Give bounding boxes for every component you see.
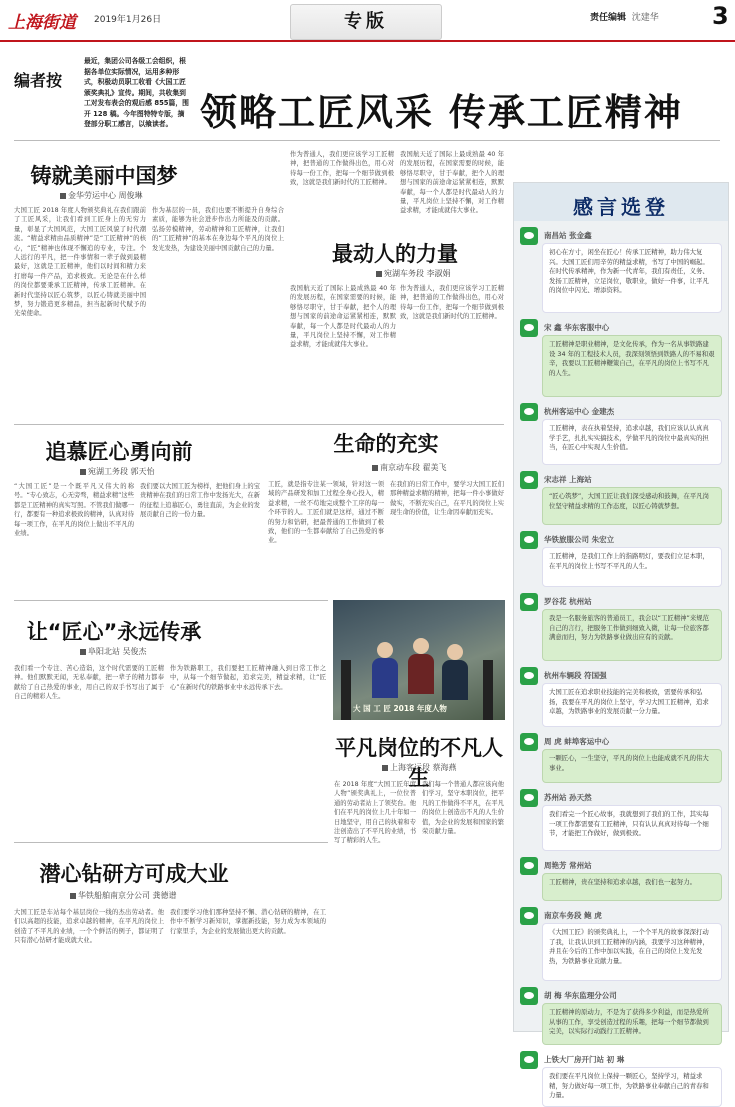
- wechat-avatar-icon: [520, 403, 538, 421]
- article-title: 生命的充实: [333, 432, 439, 456]
- testimonial-bubble: 我们看完一个匠心故事，我就想到了我们的工作，其实每一项工作都需要有工匠精神，只有认认真真对待每一个细节，才能把工作做好，做到极致。: [542, 805, 722, 851]
- testimonial-bubble: 初心在方寸，闲坐在匠心！传承工匠精神，助力伟大复兴。大国工匠们用辛劳的精益求精，书写了中国的崛起。在时代传承精神，作为新一代青年，我们有责任，义务、发扬工匠精神，立足岗位，敬职业，做好一件事，让平凡的岗位中闪光、增添资料。: [542, 243, 722, 313]
- wechat-avatar-icon: [520, 667, 538, 685]
- page-number: 3: [712, 2, 729, 30]
- testimonials-sidebar: [513, 182, 729, 1100]
- article-body: 大国工匠是车站每个基层岗位一线的杰出劳动者。他们以高超的技能，追求卓越的精神，在平凡的岗位上创造了不平凡的业绩，一个个鲜活的例子，都证明了只有潜心钻研才能成就大业。: [14, 909, 164, 945]
- wechat-avatar-icon: [520, 593, 538, 611]
- header-rule: [0, 40, 735, 42]
- article-body: 在 2018 年度“大国工匠年度人物”颁奖典礼上，一位位普通的劳动者站上了领奖台。他们在平凡的岗位上几十年如一日地坚守，用自己的执着和专注创造出了不平凡的业绩，书写了精彩的人生。: [334, 781, 416, 845]
- wechat-avatar-icon: [520, 857, 538, 875]
- wechat-avatar-icon: [520, 1051, 538, 1069]
- testimonial-bubble: 《大国工匠》的颁奖典礼上，一个个平凡的故事深深打动了我，让我认识到工匠精神的内涵，我要学习这种精神，并且在今后的工作中加以实践，在自己的岗位上发光发热，为铁路事业贡献力量。: [542, 923, 722, 981]
- wechat-avatar-icon: [520, 907, 538, 925]
- award-photo: [333, 600, 505, 720]
- masthead: [0, 0, 735, 42]
- article-title: 铸就美丽中国梦: [30, 164, 178, 188]
- article-body: 我国航天近了国际上最成熟最 40 年的发展历程，在国家需要的时候，能够恪尽职守，甘于奉献，把个人的理想与国家的前途命运紧紧相连，默默奉献，每一个人都是时代最动人的力量，平凡岗位上坚持不懈，对工作精益求精，才能成就伟大事业。: [400, 151, 504, 215]
- wechat-avatar-icon: [520, 733, 538, 751]
- testimonial-author: 上铁大厂房开门站 初 琳: [544, 1055, 625, 1064]
- article-body: 工匠，就是指专注某一领域，针对这一领域的产品研发和加工过程全身心投入，精益求精，一丝不苟地完成整个工序的每一个环节的人。工匠们就是这样，通过不断的努力和钻研，把最普通的工作做到了极致，他们的一生都奉献给了自己热爱的事业。: [268, 481, 384, 545]
- photo-figure: [377, 642, 393, 658]
- editor-note: [14, 52, 189, 134]
- divider: [14, 424, 504, 425]
- article-body: “大国工匠”是一个既平凡又伟大的称号。“专心致志，心无旁骛，精益求精”这些都是工匠精神的真实写照。不管我们做哪一行，都要有一种追求极致的精神，认真对待每一项工作，在平凡的岗位上做出不平凡的业绩。: [14, 483, 134, 538]
- article-body: 在我们的日常工作中，要学习大国工匠们那种精益求精的精神，把每一件小事做好做实，不断充实自己，在平凡的岗位上实现生命的价值，让生命因奉献而充实。: [390, 481, 504, 517]
- wechat-avatar-icon: [520, 319, 538, 337]
- wechat-avatar-icon: [520, 471, 538, 489]
- article-title: 追慕匠心勇向前: [45, 440, 193, 464]
- wechat-avatar-icon: [520, 531, 538, 549]
- testimonial-bubble: 工匠精神，表在执着坚持，追求卓越，我们应该认认真真学手艺，扎扎实实搞技术，学做平凡的岗位中最真实的担当，在匠心中实现人生价值。: [542, 419, 722, 465]
- testimonial-author: 杭州客运中心 金建杰: [544, 407, 615, 416]
- photo-figure: [413, 638, 429, 654]
- testimonial-bubble: 我是一名服务旅客的普通员工，我会以“工匠精神”来规范自己的言行，把服务工作做到细致入微，让每一位旅客都满意而归，努力为铁路事业做出应有的贡献。: [542, 609, 722, 661]
- article-byline: 上海客运段 蔡海燕: [382, 762, 457, 773]
- photo-figure: [372, 658, 398, 698]
- testimonial-author: 苏州站 孙天然: [544, 793, 592, 802]
- testimonial-bubble: 大国工匠在追求职业技能的完美和极致，需要传承和弘扬，我要在平凡的岗位上坚守，学习大国工匠精神，追求卓越，为铁路事业的发展贡献一分力量。: [542, 683, 722, 727]
- article-byline: 华铁船舶南京分公司 龚德谱: [70, 890, 177, 901]
- testimonial-author: 杭州车辆段 符国强: [544, 671, 607, 680]
- responsible-editor: 责任编辑 沈建华: [590, 13, 659, 23]
- page-headline: 领略工匠风采 传承工匠精神: [200, 91, 683, 134]
- article-byline: 宛湖工务段 郭天怡: [80, 466, 155, 477]
- editor-note-label: 编者按: [14, 71, 63, 90]
- testimonial-author: 周艳芳 常州站: [544, 861, 592, 870]
- testimonial-author: 罗谷花 杭州站: [544, 597, 592, 606]
- testimonial-author: 宋 鑫 华东客服中心: [544, 323, 610, 332]
- photo-figure: [442, 660, 468, 700]
- testimonial-bubble: “匠心筑梦”，大国工匠让我们深受感动和鼓舞，在平凡岗位坚守精益求精的工作态度，以匠心铸就梦想。: [542, 487, 722, 525]
- article-title: 平凡岗位的不凡人生: [335, 736, 503, 790]
- testimonial-author: 胡 梅 华东监理分公司: [544, 991, 617, 1000]
- testimonial-author: 宋志祥 上海站: [544, 475, 592, 484]
- sidebar-title: 感言选登: [573, 195, 669, 219]
- article-byline: 金华劳运中心 周俊琳: [60, 190, 143, 201]
- section-tag: 专版: [290, 4, 442, 40]
- article-body: 我国航天近了国际上最成熟最 40 年的发展历程，在国家需要的时候，能够恪尽职守，甘于奉献，把个人的理想与国家的前途命运紧紧相连，默默奉献，每一个人都是时代最动人的力量，平凡岗位上坚持不懈，对工作精益求精，才能成就伟大事业。: [290, 285, 396, 349]
- article-body: 作为普通人，我们更应该学习工匠精神，把普通的工作做得出色，用心对待每一份工作，把每一个细节做到极致，这就是我们新时代的工匠精神。: [400, 285, 504, 321]
- testimonial-bubble: 一颗匠心，一生坚守，平凡的岗位上也能成就不凡的伟大事业。: [542, 749, 722, 783]
- testimonial-bubble: 我们要在平凡岗位上保持一颗匠心，坚持学习，精益求精，努力做好每一项工作，为铁路事业奉献自己的青春和力量。: [542, 1067, 722, 1107]
- testimonial-author: 周 虎 蚌埠客运中心: [544, 737, 610, 746]
- photo-caption: 大 国 工 匠 2018 年度人物: [353, 704, 447, 713]
- testimonial-author: 南昌站 张金鑫: [544, 231, 592, 240]
- divider: [14, 600, 328, 601]
- wechat-avatar-icon: [520, 789, 538, 807]
- article-body: 我们要以大国工匠为榜样，把他们身上的宝贵精神在我们的日常工作中发扬光大，在新的征程上追慕匠心，勇往直前，为企业的发展贡献自己的一份力量。: [140, 483, 260, 519]
- article-body: 作为铁路职工，我们要把工匠精神融入到日常工作之中，从每一个细节做起，追求完美，精益求精，让“匠心”在新时代的铁路事业中永远传承下去。: [170, 665, 326, 691]
- issue-date: 2019年1月26日: [94, 15, 162, 25]
- testimonial-bubble: 工匠精神的原动力，不是为了获得多少利益，而是热爱所从事的工作，享受创造过程的乐趣，把每一个细节都做到完美，以实际行动践行工匠精神。: [542, 1003, 722, 1045]
- article-body: 我们看一个专注、苦心造诣，这个时代需要的工匠精神。他们默默无闻，无私奉献，把一辈子的精力都奉献给了自己热爱的事业，用自己的双手书写出了属于自己的精彩人生。: [14, 665, 164, 701]
- testimonial-bubble: 工匠精神，贵在坚持和追求卓越，我们也一起努力。: [542, 873, 722, 901]
- article-body: 大国工匠 2018 年度人物颁奖典礼在我们跟前了工匠风采，让我们看到工匠身上的无穷力量，彰显了大国风范，大国工匠风貌了时代潮流。“精益求精由品质精神”是“工匠精神”的核心，“匠”精神也体现不懈追的专业，专注。个人远行的平凡，把一件事情和一辈子做到最精最好，这就是工匠精神，他们以时间和精力来打磨每一件产品，追求极致。无论是在什么样的岗位都要秉承工匠精神，传承工匠精神。在新时代坚持以匠心筑梦，以匠心铸就美丽中国梦，努力锻造更多精品，担当起新时代赋予的光荣使命。: [14, 207, 146, 318]
- article-title: 潜心钻研方可成大业: [39, 862, 229, 886]
- article-byline: 阜阳北站 吴俊杰: [80, 646, 147, 657]
- article-byline: 宛湖车务段 李淑娟: [376, 268, 451, 279]
- photo-figure: [447, 644, 463, 660]
- article-title: 最动人的力量: [332, 242, 458, 266]
- article-body: 我们要学习他们那种坚持不懈、潜心钻研的精神，在工作中不断学习新知识，掌握新技能，努力成为本领域的行家里手，为企业的发展做出更大的贡献。: [170, 909, 326, 935]
- testimonial-bubble: 工匠精神是职业精神，是文化传承，作为一名从事铁路建设 34 年的工程技术人员，我深刻领悟到铁路人的不易和艰辛，我要以工匠精神鞭策自己，在平凡的岗位上书写不凡的人生。: [542, 335, 722, 397]
- testimonial-author: 南京车务段 鲍 虎: [544, 911, 602, 920]
- editor-note-text: 最近，集团公司各级工会组织，根据各单位实际情况，运用多种形式，积极动员职工收看《大国工匠颁奖典礼》宣传。期间，共收集到工对发布表会的观后感 855篇，围开 128 稿。今年图特特专版，摘登部分职工感言，以飨读者。: [84, 57, 189, 128]
- article-body: 我们每一个普通人都应该向他们学习，坚守本职岗位，把平凡的工作做得不平凡，在平凡的岗位上创造出不凡的人生价值，为企业的发展和国家的繁荣贡献力量。: [422, 781, 504, 836]
- wechat-avatar-icon: [520, 987, 538, 1005]
- divider: [14, 842, 328, 843]
- divider: [14, 140, 720, 141]
- article-title: 让“匠心”永远传承: [26, 620, 202, 644]
- article-body: 作为基层的一员，我们也要不断提升自身综合素质，能够为社会进步作出力所能及的贡献。弘扬劳模精神，劳动精神和工匠精神，让我们的“工匠精神”的基本在身边每个平凡的岗位上发光发热，为建设美丽中国贡献自己的力量。: [152, 207, 284, 252]
- article-body: 作为普通人，我们更应该学习工匠精神，把普通的工作做得出色，用心对待每一份工作，把每一个细节做到极致，这就是我们新时代的工匠精神。: [290, 151, 394, 187]
- photo-pillar: [341, 660, 351, 720]
- testimonial-author: 华铁旅服公司 朱宏立: [544, 535, 615, 544]
- photo-figure: [408, 654, 434, 694]
- newspaper-brand: 上海街道: [8, 13, 76, 33]
- wechat-avatar-icon: [520, 227, 538, 245]
- article-byline: 南京动车段 翟美飞: [372, 462, 447, 473]
- photo-pillar: [483, 660, 493, 720]
- testimonial-bubble: 工匠精神，是我们工作上的指路明灯，要我们立足本职，在平凡的岗位上书写不平凡的人生。: [542, 547, 722, 587]
